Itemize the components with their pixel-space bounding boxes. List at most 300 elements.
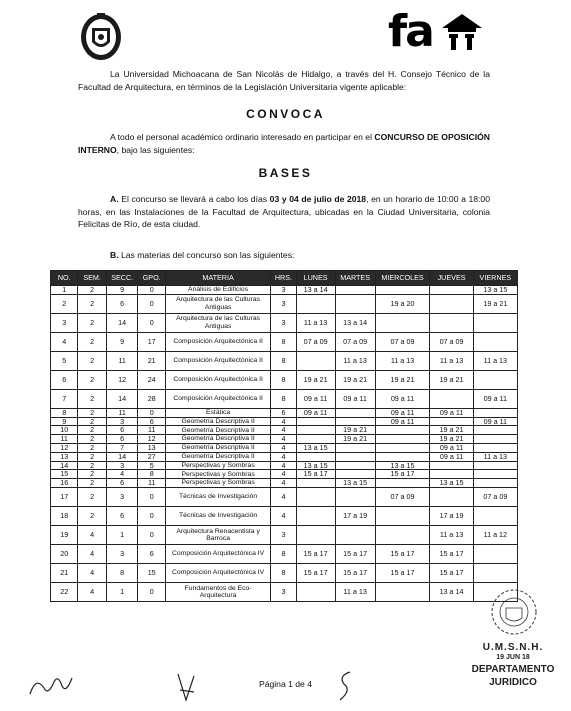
table-row xyxy=(51,443,518,452)
cell-viernes: 09 a 11 xyxy=(473,389,517,408)
cell-martes: 11 a 13 xyxy=(335,582,375,601)
cell-jueves xyxy=(430,294,473,313)
cell-miercoles: 07 a 09 xyxy=(375,487,430,506)
table-row xyxy=(51,408,518,417)
cell-jueves: 09 a 11 xyxy=(430,408,473,417)
cell-no: 18 xyxy=(51,506,78,525)
cell-lunes: 07 a 09 xyxy=(296,332,335,351)
cell-no: 4 xyxy=(51,332,78,351)
cell-viernes xyxy=(473,544,517,563)
cell-no: 20 xyxy=(51,544,78,563)
cell-gpo: 15 xyxy=(138,563,165,582)
stamp-juridico: JURIDICO xyxy=(489,677,537,688)
cell-viernes xyxy=(473,408,517,417)
header-miercoles: MIERCOLES xyxy=(375,271,430,286)
section-b-text: Las materias del concurso son las siguientes: xyxy=(118,250,295,260)
cell-secc: 4 xyxy=(106,470,138,479)
table-row xyxy=(51,452,518,461)
cell-no: 22 xyxy=(51,582,78,601)
seal-stamp-icon xyxy=(488,586,540,638)
table-row xyxy=(51,582,518,601)
cell-miercoles xyxy=(375,506,430,525)
table-row xyxy=(51,461,518,470)
cell-hrs: 8 xyxy=(271,332,296,351)
cell-viernes: 11 a 13 xyxy=(473,351,517,370)
cell-hrs: 4 xyxy=(271,417,296,426)
header-viernes: VIERNES xyxy=(473,271,517,286)
cell-secc: 1 xyxy=(106,525,138,544)
cell-jueves: 19 a 21 xyxy=(430,426,473,435)
cell-martes: 19 a 21 xyxy=(335,426,375,435)
cell-secc: 14 xyxy=(106,452,138,461)
cell-lunes: 13 a 15 xyxy=(296,443,335,452)
cell-no: 16 xyxy=(51,479,78,488)
cell-secc: 11 xyxy=(106,351,138,370)
cell-viernes: 11 a 13 xyxy=(473,452,517,461)
cell-materia: Composición Arquitectónica II xyxy=(165,389,270,408)
cell-viernes xyxy=(473,563,517,582)
section-b-label: B. xyxy=(110,250,119,260)
cell-martes: 19 a 21 xyxy=(335,370,375,389)
cell-jueves xyxy=(430,313,473,332)
cell-sem: 4 xyxy=(78,525,106,544)
cell-materia: Geometría Descriptiva II xyxy=(165,452,270,461)
cell-secc: 8 xyxy=(106,563,138,582)
cell-martes xyxy=(335,487,375,506)
cell-materia: Arquitectura de las Culturas Antiguas xyxy=(165,313,270,332)
cell-viernes xyxy=(473,443,517,452)
cell-secc: 6 xyxy=(106,479,138,488)
faculty-logo xyxy=(388,6,484,57)
cell-lunes xyxy=(296,417,335,426)
cell-gpo: 12 xyxy=(138,435,165,444)
cell-materia: Composición Arquitectónica IV xyxy=(165,563,270,582)
cell-hrs: 3 xyxy=(271,582,296,601)
header-lunes: LUNES xyxy=(296,271,335,286)
cell-sem: 2 xyxy=(78,389,106,408)
cell-sem: 2 xyxy=(78,443,106,452)
cell-lunes: 09 a 11 xyxy=(296,389,335,408)
cell-hrs: 4 xyxy=(271,435,296,444)
cell-hrs: 4 xyxy=(271,443,296,452)
cell-lunes xyxy=(296,351,335,370)
cell-hrs: 8 xyxy=(271,389,296,408)
cell-jueves: 13 a 14 xyxy=(430,582,473,601)
intro-text: La Universidad Michoacana de San Nicolás de Hidalgo, a través del H. Consejo Técnico de la Facultad de Arquitectura, en términos de la Legislación Universitaria vigente aplicable: xyxy=(78,69,490,92)
cell-no: 17 xyxy=(51,487,78,506)
bases-heading: BASES xyxy=(258,166,313,180)
cell-gpo: 27 xyxy=(138,452,165,461)
cell-viernes xyxy=(473,461,517,470)
cell-hrs: 4 xyxy=(271,487,296,506)
cell-secc: 6 xyxy=(106,435,138,444)
cell-sem: 2 xyxy=(78,470,106,479)
cell-hrs: 4 xyxy=(271,479,296,488)
cell-sem: 2 xyxy=(78,435,106,444)
cell-materia: Estática xyxy=(165,408,270,417)
table-row xyxy=(51,294,518,313)
cell-materia: Perspectivas y Sombras xyxy=(165,461,270,470)
header-martes: MARTES xyxy=(335,271,375,286)
cell-miercoles xyxy=(375,313,430,332)
cell-no: 5 xyxy=(51,351,78,370)
cell-gpo: 11 xyxy=(138,479,165,488)
signature-left xyxy=(26,668,78,702)
signature-middle xyxy=(172,670,202,704)
cell-no: 3 xyxy=(51,313,78,332)
cell-martes: 17 a 19 xyxy=(335,506,375,525)
cell-no: 12 xyxy=(51,443,78,452)
cell-materia: Análisis de Edificios xyxy=(165,286,270,295)
cell-secc: 3 xyxy=(106,487,138,506)
cell-sem: 4 xyxy=(78,563,106,582)
cell-miercoles: 11 a 13 xyxy=(375,351,430,370)
cell-gpo: 0 xyxy=(138,525,165,544)
cell-materia: Geometría Descriptiva II xyxy=(165,435,270,444)
cell-no: 15 xyxy=(51,470,78,479)
cell-sem: 2 xyxy=(78,351,106,370)
cell-miercoles: 19 a 20 xyxy=(375,294,430,313)
cell-gpo: 11 xyxy=(138,426,165,435)
cell-lunes: 15 a 17 xyxy=(296,544,335,563)
convoca-heading: CONVOCA xyxy=(246,107,325,121)
cell-materia: Composición Arquitectónica II xyxy=(165,370,270,389)
cell-sem: 4 xyxy=(78,544,106,563)
cell-secc: 6 xyxy=(106,426,138,435)
invite-text-bold: CONCURSO DE OPOSICIÓN INTERNO xyxy=(78,132,490,155)
cell-secc: 6 xyxy=(106,506,138,525)
cell-lunes: 15 a 17 xyxy=(296,563,335,582)
cell-materia: Perspectivas y Sombras xyxy=(165,479,270,488)
table-row xyxy=(51,313,518,332)
cell-gpo: 0 xyxy=(138,582,165,601)
table-row xyxy=(51,487,518,506)
section-a-paragraph xyxy=(78,193,490,231)
cell-materia: Composición Arquitectónica IV xyxy=(165,544,270,563)
cell-no: 10 xyxy=(51,426,78,435)
cell-gpo: 6 xyxy=(138,544,165,563)
cell-viernes xyxy=(473,479,517,488)
cell-lunes xyxy=(296,426,335,435)
cell-no: 21 xyxy=(51,563,78,582)
cell-gpo: 21 xyxy=(138,351,165,370)
cell-sem: 2 xyxy=(78,313,106,332)
cell-sem: 4 xyxy=(78,582,106,601)
cell-hrs: 8 xyxy=(271,370,296,389)
cell-gpo: 0 xyxy=(138,487,165,506)
faculty-logo-text: fa xyxy=(388,6,433,57)
cell-miercoles: 15 a 17 xyxy=(375,544,430,563)
cell-materia: Composición Arquitectónica II xyxy=(165,351,270,370)
legal-department-stamp xyxy=(458,586,568,706)
cell-jueves: 13 a 15 xyxy=(430,479,473,488)
cell-materia: Geometría Descriptiva II xyxy=(165,426,270,435)
cell-gpo: 5 xyxy=(138,461,165,470)
table-row xyxy=(51,563,518,582)
section-b-paragraph xyxy=(78,249,490,262)
stamp-date: 19 JUN 18 xyxy=(496,654,530,661)
section-a-label: A. xyxy=(110,194,119,204)
cell-lunes xyxy=(296,479,335,488)
table-row xyxy=(51,426,518,435)
cell-gpo: 0 xyxy=(138,313,165,332)
stamp-department: DEPARTAMENTO xyxy=(471,664,555,675)
cell-secc: 9 xyxy=(106,332,138,351)
cell-lunes: 13 a 14 xyxy=(296,286,335,295)
cell-sem: 2 xyxy=(78,294,106,313)
cell-viernes: 11 a 12 xyxy=(473,525,517,544)
cell-gpo: 24 xyxy=(138,370,165,389)
cell-jueves: 17 a 19 xyxy=(430,506,473,525)
cell-no: 1 xyxy=(51,286,78,295)
cell-miercoles xyxy=(375,286,430,295)
cell-gpo: 0 xyxy=(138,408,165,417)
cell-lunes xyxy=(296,582,335,601)
cell-gpo: 6 xyxy=(138,417,165,426)
university-seal-logo xyxy=(78,10,124,62)
section-a-text-before: El concurso se llevará a cabo los días xyxy=(118,194,270,204)
table-row xyxy=(51,389,518,408)
header-jueves: JUEVES xyxy=(430,271,473,286)
table-row xyxy=(51,544,518,563)
cell-miercoles: 15 a 17 xyxy=(375,470,430,479)
cell-viernes: 07 a 09 xyxy=(473,487,517,506)
cell-hrs: 4 xyxy=(271,461,296,470)
cell-jueves: 19 a 21 xyxy=(430,370,473,389)
cell-viernes: 13 a 15 xyxy=(473,286,517,295)
cell-hrs: 6 xyxy=(271,408,296,417)
cell-miercoles: 13 a 15 xyxy=(375,461,430,470)
table-row xyxy=(51,286,518,295)
header-gpo: GPO. xyxy=(138,271,165,286)
cell-miercoles xyxy=(375,443,430,452)
cell-martes: 19 a 21 xyxy=(335,435,375,444)
cell-secc: 14 xyxy=(106,313,138,332)
cell-martes xyxy=(335,417,375,426)
invite-paragraph xyxy=(78,131,490,156)
cell-jueves: 15 a 17 xyxy=(430,563,473,582)
cell-lunes: 11 a 13 xyxy=(296,313,335,332)
cell-gpo: 17 xyxy=(138,332,165,351)
cell-miercoles: 09 a 11 xyxy=(375,417,430,426)
cell-sem: 2 xyxy=(78,417,106,426)
cell-gpo: 8 xyxy=(138,470,165,479)
cell-martes xyxy=(335,286,375,295)
cell-lunes: 19 a 21 xyxy=(296,370,335,389)
section-a-dates: 03 y 04 de julio de 2018 xyxy=(269,194,367,204)
cell-jueves: 19 a 21 xyxy=(430,435,473,444)
cell-no: 8 xyxy=(51,408,78,417)
cell-jueves xyxy=(430,487,473,506)
house-icon xyxy=(440,12,484,52)
cell-no: 9 xyxy=(51,417,78,426)
cell-jueves: 11 a 13 xyxy=(430,351,473,370)
cell-martes: 13 a 15 xyxy=(335,479,375,488)
cell-lunes: 09 a 11 xyxy=(296,408,335,417)
header-materia: MATERIA xyxy=(165,271,270,286)
cell-jueves: 09 a 11 xyxy=(430,452,473,461)
cell-secc: 14 xyxy=(106,389,138,408)
cell-hrs: 3 xyxy=(271,286,296,295)
table-body xyxy=(51,286,518,602)
header-secc: SECC. xyxy=(106,271,138,286)
invite-text-after: , bajo las siguientes: xyxy=(116,144,195,155)
cell-miercoles: 09 a 11 xyxy=(375,389,430,408)
cell-lunes xyxy=(296,506,335,525)
cell-gpo: 28 xyxy=(138,389,165,408)
cell-materia: Composición Arquitectónica II xyxy=(165,332,270,351)
cell-hrs: 4 xyxy=(271,470,296,479)
cell-no: 13 xyxy=(51,452,78,461)
subjects-table xyxy=(50,270,518,602)
table-row xyxy=(51,479,518,488)
cell-miercoles xyxy=(375,479,430,488)
cell-miercoles: 15 a 17 xyxy=(375,563,430,582)
cell-hrs: 4 xyxy=(271,452,296,461)
cell-viernes: 09 a 11 xyxy=(473,417,517,426)
cell-materia: Fundamentos de Eco-Arquitectura xyxy=(165,582,270,601)
cell-martes xyxy=(335,452,375,461)
invite-text-before: A todo el personal académico ordinario interesado en participar en el xyxy=(110,132,375,142)
cell-miercoles xyxy=(375,426,430,435)
table-row xyxy=(51,370,518,389)
cell-secc: 3 xyxy=(106,461,138,470)
table-row xyxy=(51,417,518,426)
cell-sem: 2 xyxy=(78,370,106,389)
cell-jueves: 15 a 17 xyxy=(430,544,473,563)
cell-martes: 11 a 13 xyxy=(335,351,375,370)
cell-viernes: 19 a 21 xyxy=(473,294,517,313)
table-row xyxy=(51,332,518,351)
cell-hrs: 3 xyxy=(271,294,296,313)
cell-martes: 09 a 11 xyxy=(335,389,375,408)
cell-viernes xyxy=(473,370,517,389)
cell-gpo: 0 xyxy=(138,506,165,525)
cell-secc: 3 xyxy=(106,544,138,563)
cell-no: 14 xyxy=(51,461,78,470)
cell-miercoles: 07 a 09 xyxy=(375,332,430,351)
cell-jueves xyxy=(430,389,473,408)
cell-materia: Arquitectura de las Culturas Antiguas xyxy=(165,294,270,313)
cell-materia: Arquitectura Renacentista y Barroca xyxy=(165,525,270,544)
table-header-row xyxy=(51,271,518,286)
page-number: Página 1 de 4 xyxy=(258,679,313,689)
cell-martes xyxy=(335,443,375,452)
cell-no: 11 xyxy=(51,435,78,444)
cell-hrs: 4 xyxy=(271,506,296,525)
cell-hrs: 3 xyxy=(271,525,296,544)
cell-lunes xyxy=(296,487,335,506)
cell-hrs: 8 xyxy=(271,544,296,563)
cell-no: 6 xyxy=(51,370,78,389)
cell-gpo: 0 xyxy=(138,286,165,295)
cell-viernes xyxy=(473,313,517,332)
cell-sem: 2 xyxy=(78,487,106,506)
intro-paragraph xyxy=(78,68,490,93)
cell-jueves xyxy=(430,470,473,479)
cell-viernes xyxy=(473,435,517,444)
cell-lunes xyxy=(296,435,335,444)
cell-miercoles xyxy=(375,582,430,601)
cell-materia: Geometría Descriptiva II xyxy=(165,417,270,426)
cell-lunes: 13 a 15 xyxy=(296,461,335,470)
cell-martes xyxy=(335,461,375,470)
cell-lunes xyxy=(296,452,335,461)
cell-materia: Geometría Descriptiva II xyxy=(165,443,270,452)
table-row xyxy=(51,351,518,370)
cell-martes xyxy=(335,470,375,479)
cell-secc: 1 xyxy=(106,582,138,601)
cell-secc: 11 xyxy=(106,408,138,417)
table-row xyxy=(51,525,518,544)
cell-lunes: 15 a 17 xyxy=(296,470,335,479)
cell-gpo: 0 xyxy=(138,294,165,313)
cell-jueves xyxy=(430,417,473,426)
cell-no: 19 xyxy=(51,525,78,544)
cell-hrs: 8 xyxy=(271,563,296,582)
header-hrs: HRS. xyxy=(271,271,296,286)
table-row xyxy=(51,435,518,444)
cell-viernes xyxy=(473,426,517,435)
cell-martes xyxy=(335,294,375,313)
cell-sem: 2 xyxy=(78,286,106,295)
cell-no: 7 xyxy=(51,389,78,408)
cell-martes: 07 a 09 xyxy=(335,332,375,351)
cell-hrs: 3 xyxy=(271,313,296,332)
cell-martes xyxy=(335,408,375,417)
cell-jueves xyxy=(430,286,473,295)
cell-miercoles: 09 a 11 xyxy=(375,408,430,417)
cell-secc: 3 xyxy=(106,417,138,426)
cell-secc: 12 xyxy=(106,370,138,389)
cell-miercoles xyxy=(375,435,430,444)
cell-lunes xyxy=(296,525,335,544)
cell-martes: 15 a 17 xyxy=(335,544,375,563)
cell-sem: 2 xyxy=(78,479,106,488)
cell-viernes xyxy=(473,332,517,351)
cell-sem: 2 xyxy=(78,461,106,470)
cell-sem: 2 xyxy=(78,452,106,461)
cell-viernes xyxy=(473,506,517,525)
cell-hrs: 4 xyxy=(271,426,296,435)
cell-miercoles xyxy=(375,452,430,461)
cell-martes: 13 a 14 xyxy=(335,313,375,332)
cell-viernes xyxy=(473,470,517,479)
stamp-university: U.M.S.N.H. xyxy=(482,642,544,653)
cell-sem: 2 xyxy=(78,506,106,525)
cell-secc: 6 xyxy=(106,294,138,313)
header-sem: SEM. xyxy=(78,271,106,286)
header-no: NO. xyxy=(51,271,78,286)
cell-gpo: 13 xyxy=(138,443,165,452)
cell-jueves: 09 a 11 xyxy=(430,443,473,452)
cell-martes xyxy=(335,525,375,544)
section-a-text-after: , en un horario de 10:00 a 18:00 horas, en las Instalaciones de la Facultad de Arquitectura, ubicadas en la Ciudad Universitaria, colonia Felicitas de Río, de esta ciudad. xyxy=(78,194,490,230)
cell-miercoles: 19 a 21 xyxy=(375,370,430,389)
cell-jueves xyxy=(430,461,473,470)
cell-materia: Técnicas de Investigación xyxy=(165,487,270,506)
cell-martes: 15 a 17 xyxy=(335,563,375,582)
cell-materia: Perspectivas y Sombras xyxy=(165,470,270,479)
cell-secc: 7 xyxy=(106,443,138,452)
cell-lunes xyxy=(296,294,335,313)
cell-miercoles xyxy=(375,525,430,544)
cell-secc: 9 xyxy=(106,286,138,295)
cell-no: 2 xyxy=(51,294,78,313)
cell-sem: 2 xyxy=(78,408,106,417)
table-row xyxy=(51,506,518,525)
cell-materia: Técnicas de Investigación xyxy=(165,506,270,525)
